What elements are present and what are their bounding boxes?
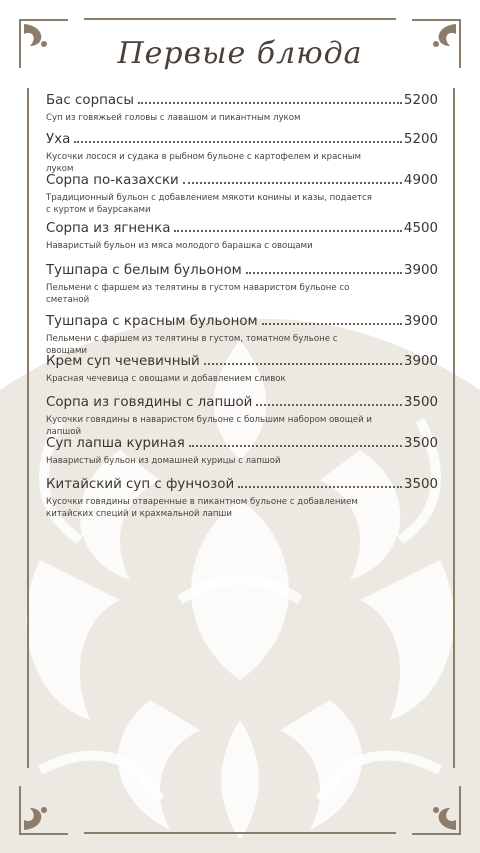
dish-price: 3900: [403, 314, 438, 329]
dish-price: 3500: [403, 436, 438, 451]
frame-top-line: [84, 18, 396, 20]
dish-name: Сорпа из говядины с лапшой: [46, 395, 253, 410]
dish-description: Наваристый бульон из домашней курицы с лапшой: [46, 456, 281, 466]
frame-right-line: [453, 88, 455, 768]
dish-name: Китайский суп с фунчозой: [46, 477, 235, 492]
dot-leader: [74, 141, 402, 143]
dish-name: Тушпара с белым бульоном: [46, 263, 242, 278]
dish-name: Сорпа по-казахски: [46, 173, 179, 188]
dot-leader: [246, 272, 402, 274]
dot-leader: [238, 486, 402, 488]
page-title: Первые блюда: [117, 36, 363, 71]
dish-name: Крем суп чечевичный: [46, 354, 200, 369]
dot-leader: [204, 363, 402, 365]
dish-price: 3900: [403, 263, 438, 278]
dish-price: 5200: [403, 93, 438, 108]
menu-item: [46, 436, 438, 468]
dish-name: Тушпара с красным бульоном: [46, 314, 258, 329]
dish-name: Бас сорпасы: [46, 93, 134, 108]
dish-description: Традиционный бульон с добавлением мякоти конины и казы, подается с куртом и баурсаками: [46, 193, 372, 215]
dot-leader: [138, 102, 402, 104]
menu-item: [46, 132, 438, 175]
dish-description: Красная чечевица с овощами и добавлением сливок: [46, 374, 286, 384]
dish-description: Пельмени с фаршем из телятины в густом наваристом бульоне со сметаной: [46, 283, 350, 305]
dish-description: Кусочки говядины в наваристом бульоне с большим набором овощей и лапшой: [46, 415, 372, 437]
dish-price: 4500: [403, 221, 438, 236]
menu-item: [46, 173, 438, 216]
dot-leader: [256, 404, 402, 406]
menu-item: [46, 221, 438, 253]
dish-description: Кусочки говядины отваренные в пикантном бульоне с добавлением китайских специй и крахмальной лапши: [46, 497, 358, 519]
dish-price: 3900: [403, 354, 438, 369]
dish-description: Кусочки лосося и судака в рыбном бульоне с картофелем и красным луком: [46, 152, 362, 174]
dish-price: 4900: [403, 173, 438, 188]
dot-leader: [174, 230, 401, 232]
dot-leader: [183, 182, 402, 184]
dish-description: Суп из говяжьей головы с лавашом и пикантным луком: [46, 113, 301, 123]
dot-leader: [189, 445, 402, 447]
dish-name: Суп лапша куриная: [46, 436, 185, 451]
dot-leader: [262, 323, 402, 325]
dish-price: 3500: [403, 395, 438, 410]
dish-name: Сорпа из ягненка: [46, 221, 171, 236]
corner-ornament-bottom-right: [408, 782, 464, 838]
dish-price: 5200: [403, 132, 438, 147]
menu-item: [46, 263, 438, 306]
dish-price: 3500: [403, 477, 438, 492]
menu-item: [46, 93, 438, 125]
frame-left-line: [27, 88, 29, 768]
menu-item: [46, 354, 438, 386]
dish-name: Уха: [46, 132, 71, 147]
dish-description: Пельмени с фаршем из телятины в густом, томатном бульоне с овощами: [46, 334, 338, 356]
menu-item: [46, 395, 438, 438]
menu-item: [46, 477, 438, 520]
dish-description: Наваристый бульон из мяса молодого барашка с овощами: [46, 241, 313, 251]
menu-item: [46, 314, 438, 357]
corner-ornament-bottom-left: [16, 782, 72, 838]
frame-bottom-line: [84, 832, 396, 834]
